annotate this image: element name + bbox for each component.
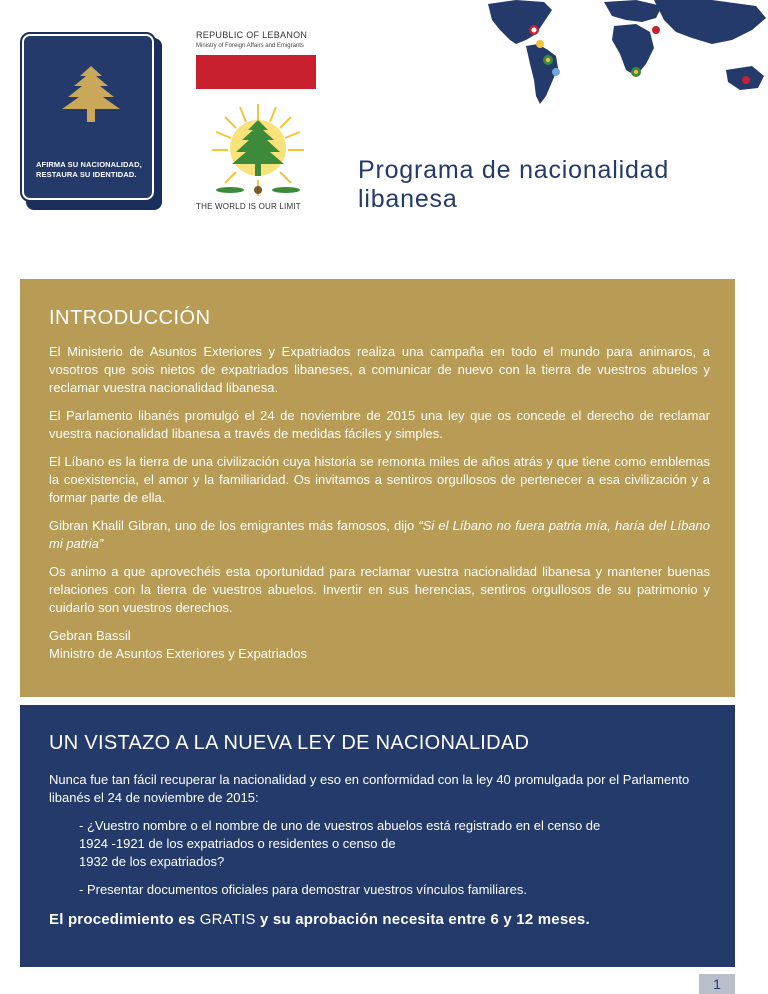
page-title	[358, 156, 738, 214]
republic-label: REPUBLIC OF LEBANON	[196, 30, 308, 40]
signature-name: Gebran Bassil	[49, 628, 131, 643]
signature-title: Ministro de Asuntos Exteriores y Expatriados	[49, 646, 307, 661]
intro-paragraph-3: El Líbano es la tierra de una civilización cuya historia se remonta miles de años atrás y que tiene como emblemas la coexistencia, el amor y la familiaridad. Os invitamos a sentiros orgullosos de pertenecer a esa civilización y a formar parte de ella.	[49, 454, 710, 505]
page-number: 1	[699, 974, 735, 994]
law-paragraph: Nunca fue tan fácil recuperar la nacionalidad y eso en conformidad con la ley 40 promulgada por el Parlamento libanés el 24 de noviembre de 2015:	[49, 772, 690, 805]
cedar-sun-emblem-icon	[210, 102, 306, 198]
passport-cover	[22, 34, 154, 200]
intro-paragraph-2: El Parlamento libanés promulgó el 24 de noviembre de 2015 una ley que os concede el derecho de reclamar vuestra nacionalidad libanesa a través de medidas fáciles y simples.	[49, 408, 710, 441]
census-line-2: 1924 -1921 de los expatriados o residentes o censo de	[79, 836, 396, 851]
census-line-3: 1932 de los expatriados?	[79, 854, 225, 869]
procedure-free: GRATIS	[199, 911, 256, 928]
gibran-intro-text: Gibran Khalil Gibran, uno de los emigrantes más famosos, dijo	[49, 518, 419, 533]
passport-logo	[22, 34, 162, 210]
procedure-part-c: y su aprobación necesita entre 6 y 12 meses.	[255, 911, 590, 928]
intro-paragraph-5: Os animo a que aprovechéis esta oportunidad para reclamar vuestra nacionalidad libanesa y mantener buenas relaciones con la tierra de vuestros abuelos. Invertir en sus herencias, sentiros orgullosos de su patrimonio y cuidarlo son vuestros derechos.	[49, 564, 710, 615]
passport-tagline	[36, 160, 154, 180]
intro-paragraph-4	[49, 517, 710, 553]
ministry-label: Ministry of Foreign Affairs and Emigrants	[196, 43, 304, 49]
law-item-census	[49, 817, 710, 871]
procedure-part-a: El procedimiento es	[49, 911, 200, 928]
signature	[49, 627, 710, 663]
new-law-section	[20, 705, 735, 967]
cedar-icon	[56, 64, 126, 126]
intro-paragraph-1: El Ministerio de Asuntos Exteriores y Expatriados realiza una campaña en todo el mundo para animaros, a vosotros que sois nietos de expatriados libaneses, a comunicar de nuevo con la tierra de vuestros abuelos y reclamar vuestra nacionalidad libanesa.	[49, 344, 710, 395]
tagline-line-2: RESTAURA SU IDENTIDAD.	[36, 170, 137, 179]
introduction-section	[20, 279, 735, 697]
title-line-1: Programa de nacionalidad	[358, 156, 670, 184]
world-map-icon	[486, 0, 768, 106]
new-law-heading: UN VISTAZO A LA NUEVA LEY DE NACIONALIDAD	[49, 732, 530, 754]
procedure-statement	[49, 911, 710, 929]
tagline-line-1: AFIRMA SU NACIONALIDAD,	[36, 160, 142, 169]
red-band	[196, 55, 316, 89]
ministry-motto: THE WORLD IS OUR LIMIT	[196, 202, 301, 211]
census-line-1: - ¿Vuestro nombre o el nombre de uno de vuestros abuelos está registrado en el censo de	[79, 818, 601, 833]
introduction-heading: INTRODUCCIÓN	[49, 307, 211, 329]
gibran-quote: “Si el Líbano no fuera patria mía, haría del Líbano mi patria”	[49, 518, 710, 551]
title-line-2: libanesa	[358, 185, 458, 213]
ministry-logo	[196, 30, 318, 216]
law-item-documents: - Presentar documentos oficiales para demostrar vuestros vínculos familiares.	[79, 882, 527, 897]
